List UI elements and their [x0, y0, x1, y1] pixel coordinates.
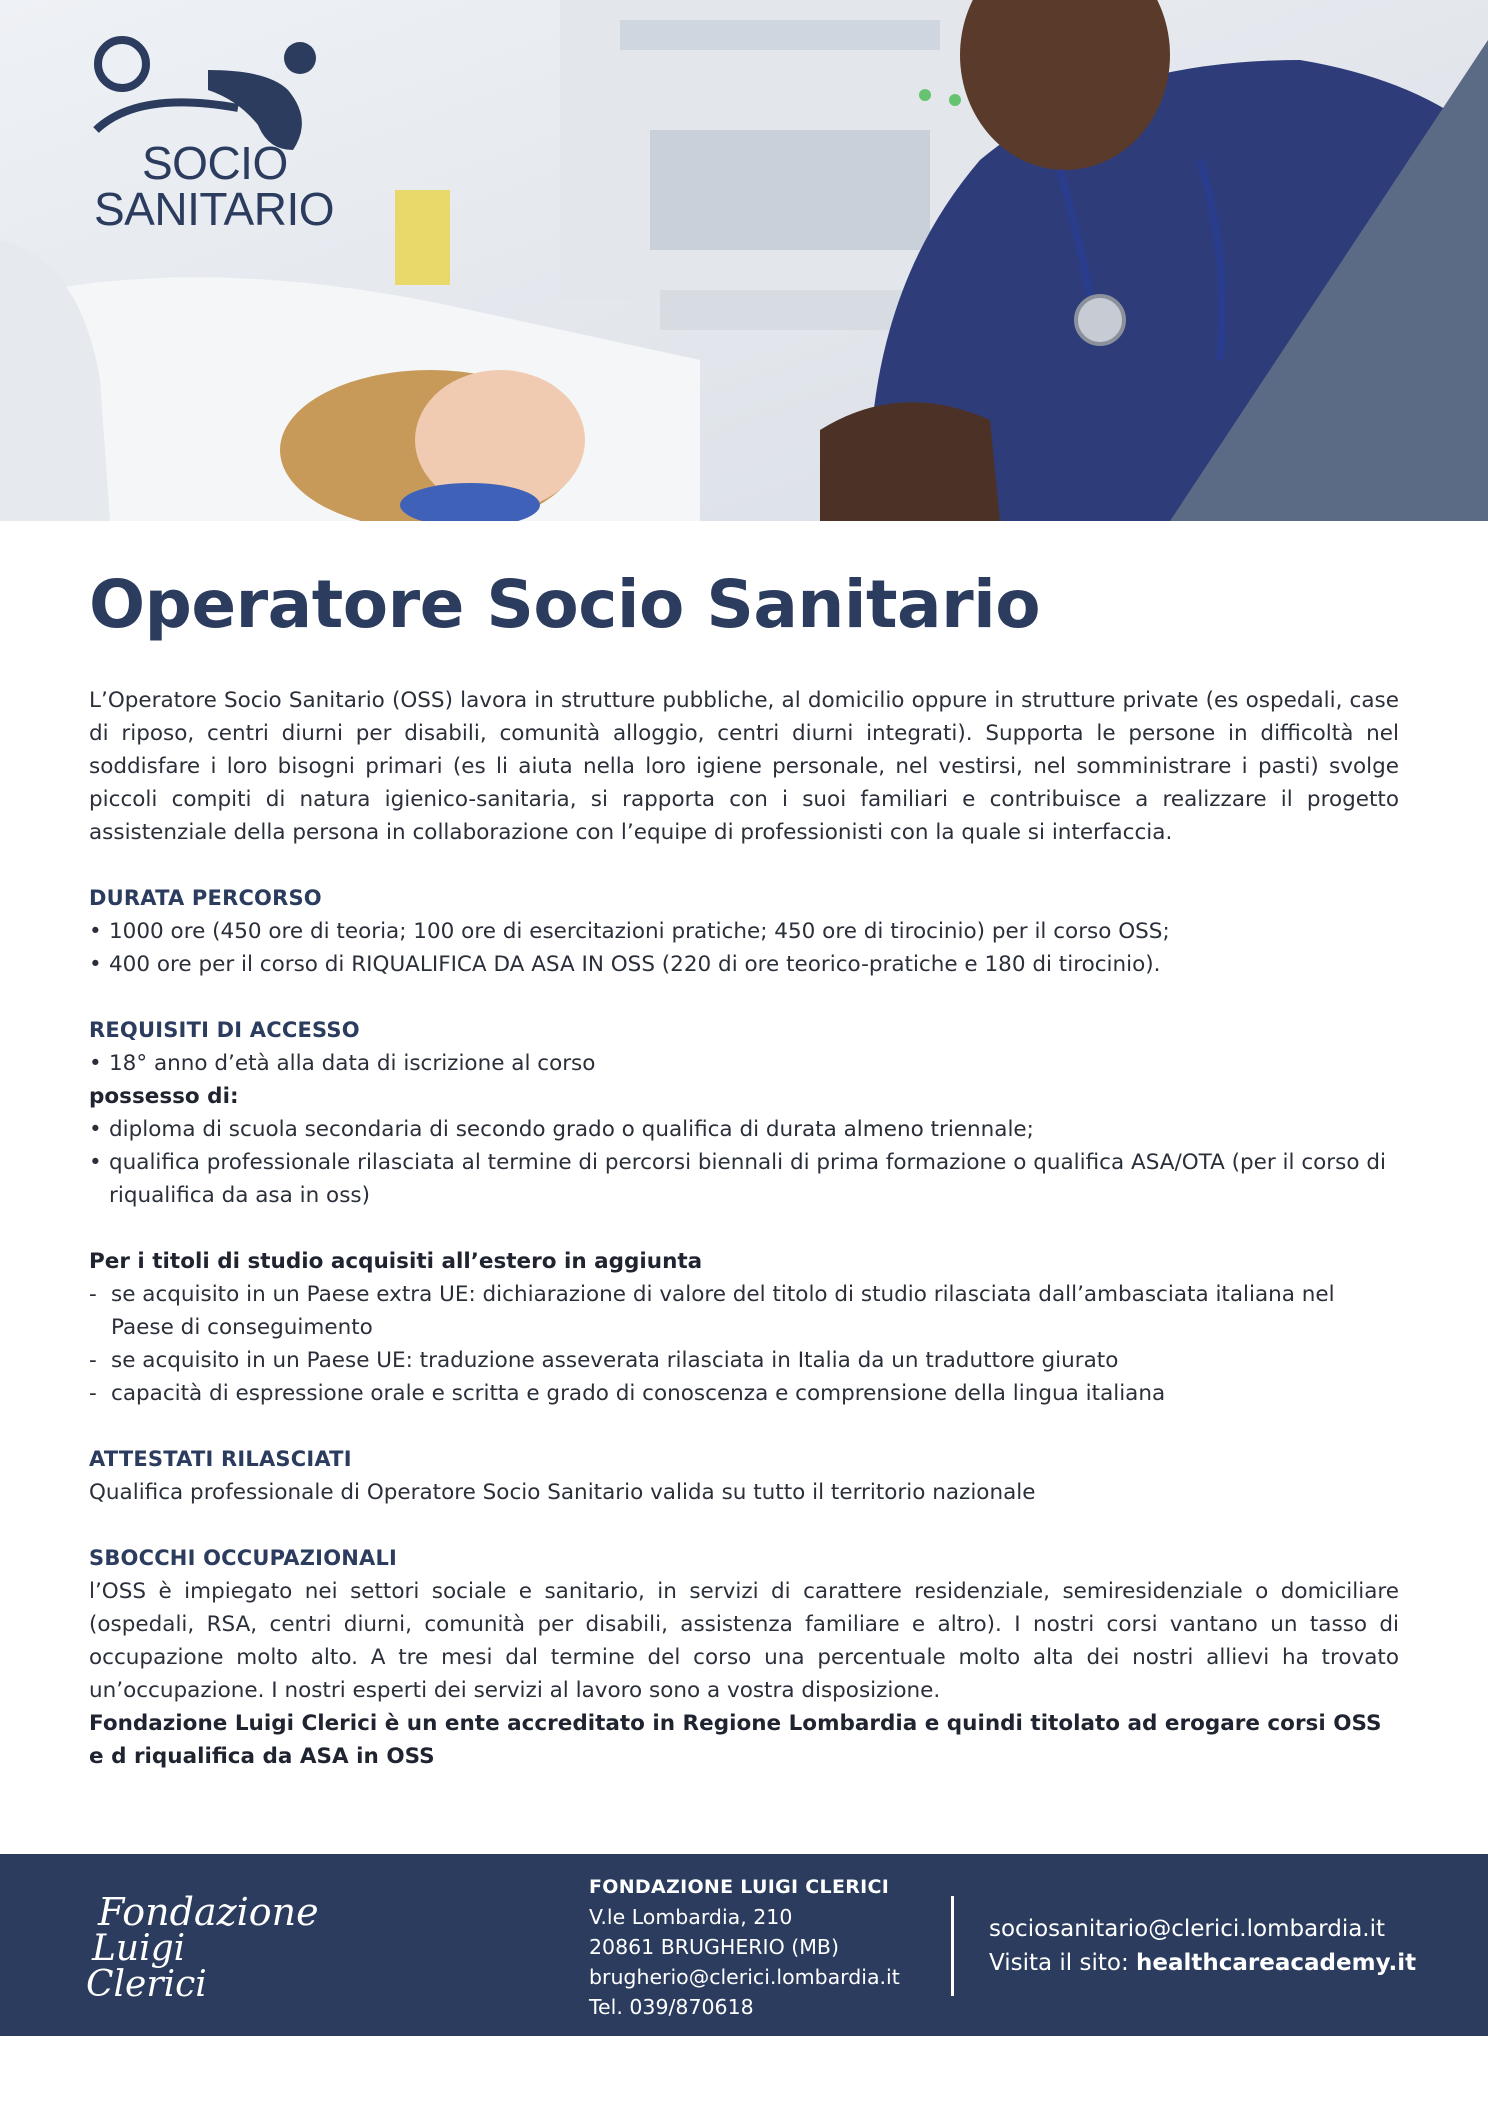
list-item: - capacità di espressione orale e scritta e grado di conoscenza e comprensione della lingua italiana	[89, 1381, 1166, 1406]
list-item: - se acquisito in un Paese UE: traduzione asseverata rilasciata in Italia da un traduttore giurato	[89, 1348, 1119, 1373]
list-item: • 400 ore per il corso di RIQUALIFICA DA ASA IN OSS (220 di ore teorico-pratiche e 180 di tirocinio).	[89, 952, 1161, 977]
footer-divider	[951, 1896, 954, 1996]
footer-contact-block	[989, 1912, 1416, 1980]
logo-line-sanitario: SANITARIO	[94, 183, 335, 235]
section-title-attestati: ATTESTATI RILASCIATI	[89, 1447, 352, 1471]
logo-word-clerici: Clerici	[86, 1964, 207, 2005]
hero-banner	[0, 0, 1488, 521]
possesso-label: possesso di:	[89, 1084, 239, 1109]
list-item: • 1000 ore (450 ore di teoria; 100 ore di esercitazioni pratiche; 450 ore di tirocinio) per il corso OSS;	[89, 919, 1170, 944]
logo-word-luigi: Luigi	[92, 1928, 186, 1969]
footer-city: 20861 BRUGHERIO (MB)	[589, 1935, 839, 1959]
list-item: - se acquisito in un Paese extra UE: dichiarazione di valore del titolo di studio rilasciata dall’ambasciata italiana nel Paese di conseguimento	[89, 1282, 1335, 1340]
footer	[0, 1854, 1488, 2036]
section-estero	[89, 1245, 1399, 1410]
section-requisiti	[89, 1014, 1399, 1212]
section-title-estero: Per i titoli di studio acquisiti all’estero in aggiunta	[89, 1249, 703, 1274]
section-title-requisiti: REQUISITI DI ACCESSO	[89, 1018, 360, 1042]
accreditation-note: Fondazione Luigi Clerici è un ente accreditato in Regione Lombardia e quindi titolato ad erogare corsi OSS e d riqualifica da ASA in OSS	[89, 1711, 1382, 1769]
page-title: Operatore Socio Sanitario	[89, 566, 1041, 643]
footer-address-block	[589, 1872, 900, 2022]
section-title-durata: DURATA PERCORSO	[89, 886, 322, 910]
visit-site-label: Visita il sito:	[989, 1950, 1137, 1976]
section-attestati	[89, 1443, 1399, 1509]
list-item: • 18° anno d’età alla data di iscrizione al corso	[89, 1051, 596, 1076]
footer-address: V.le Lombardia, 210	[589, 1905, 793, 1929]
contact-email-link[interactable]: sociosanitario@clerici.lombardia.it	[989, 1916, 1386, 1942]
list-item: • diploma di scuola secondaria di secondo grado o qualifica di durata almeno triennale;	[89, 1117, 1034, 1142]
footer-org-name: FONDAZIONE LUIGI CLERICI	[589, 1876, 890, 1898]
fondazione-logo	[86, 1884, 319, 2014]
section-durata	[89, 882, 1399, 981]
main-content	[89, 560, 1399, 1773]
section-sbocchi	[89, 1542, 1399, 1773]
sbocchi-text: l’OSS è impiegato nei settori sociale e sanitario, in servizi di carattere residenziale, semiresidenziale o domiciliare (ospedali, RSA, centri diurni, comunità per disabili, assistenza familiare e altro). I nostri corsi vantano un tasso di occupazione molto alto. A tre mesi dal termine del corso una percentuale molto alta dei nostri allievi ha trovato un’occupazione. I nostri esperti dei servizi al lavoro sono a vostra disposizione.	[89, 1579, 1399, 1703]
footer-phone: Tel. 039/870618	[589, 1995, 754, 2019]
logo-line-socio: SOCIO	[142, 137, 288, 189]
list-item: • qualifica professionale rilasciata al termine di percorsi biennali di prima formazione o qualifica ASA/OTA (per il corso di riqualifica da asa in oss)	[89, 1150, 1386, 1208]
socio-sanitario-logo	[88, 30, 335, 240]
section-title-sbocchi: SBOCCHI OCCUPAZIONALI	[89, 1546, 398, 1570]
footer-email-link[interactable]: brugherio@clerici.lombardia.it	[589, 1965, 900, 1989]
intro-paragraph: L’Operatore Socio Sanitario (OSS) lavora in strutture pubbliche, al domicilio oppure in strutture private (es ospedali, case di riposo, centri diurni per disabili, comunità alloggio, centri diurni integrati). Supporta le persone in difficoltà nel soddisfare i loro bisogni primari (es li aiuta nella loro igiene personale, nel vestirsi, nel somministrare i pasti) svolge piccoli compiti di natura igienico-sanitaria, si rapporta con i suoi familiari e contribuisce a realizzare il progetto assistenziale della persona in collaborazione con l’equipe di professionisti con la quale si interfaccia.	[89, 688, 1399, 845]
visit-site-line	[989, 1946, 1416, 1980]
site-link[interactable]: healthcareacademy.it	[1136, 1950, 1417, 1976]
attestati-text: Qualifica professionale di Operatore Socio Sanitario valida su tutto il territorio nazionale	[89, 1480, 1036, 1505]
logo-word-fondazione: Fondazione	[98, 1890, 319, 1934]
